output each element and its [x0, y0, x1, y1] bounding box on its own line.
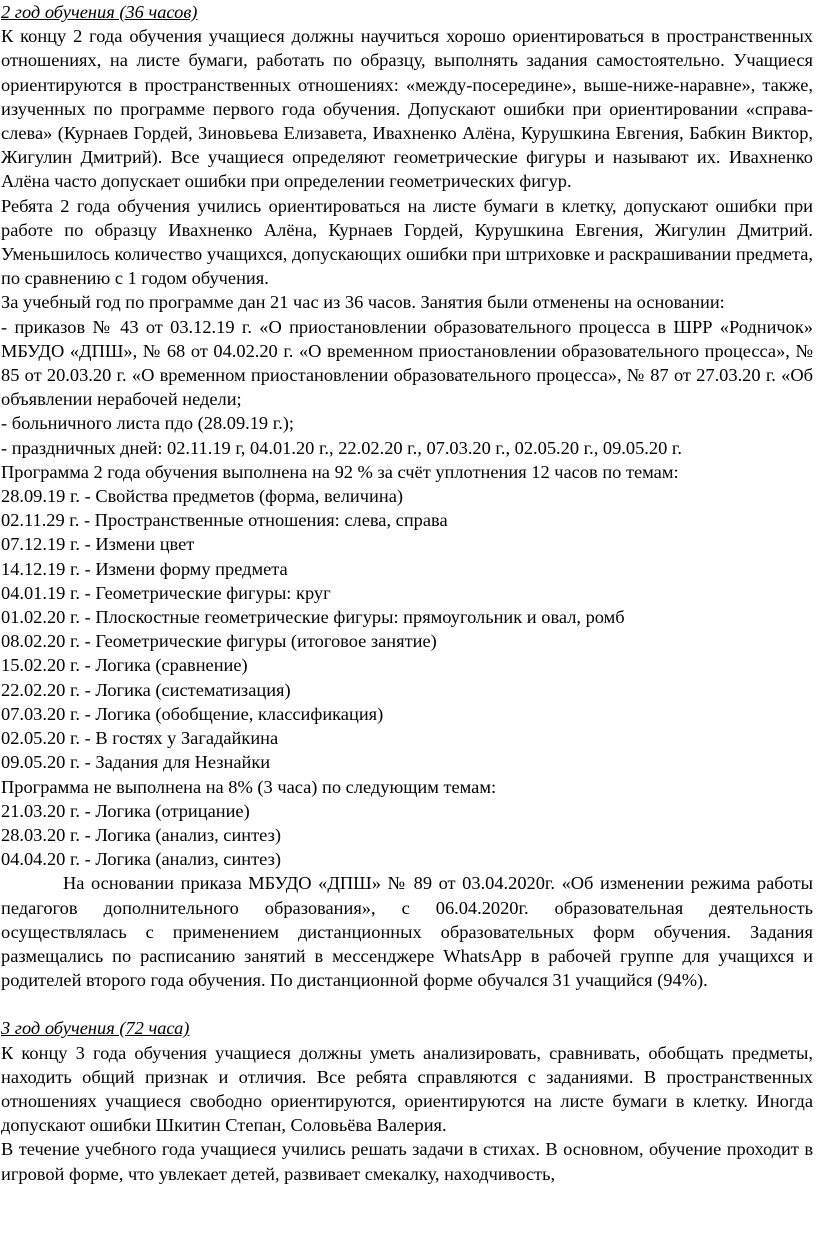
list-item: 22.02.20 г. - Логика (систематизация) — [1, 679, 291, 700]
list-item: 04.01.19 г. - Геометрические фигуры: круг — [1, 582, 331, 603]
section-2-holidays-line: - праздничных дней: 02.11.19 г, 04.01.20 г., 22.02.20 г., 07.03.20 г., 02.05.20 г., 09.05.20 г. — [1, 437, 682, 458]
section-3-paragraph-1: К концу 3 года обучения учащиеся должны уметь анализировать, сравнивать, обобщать предметы, находить общий признак и отличия. Все ребята справляются с заданиями. В пространственных отношениях учащиеся свободно ориентируются, ориентируются на листе бумаги в клетку. Иногда допускают ошибки Шкитин Степан, Соловьёва Валерия. — [1, 1042, 813, 1136]
list-item: 02.11.29 г. - Пространственные отношения: слева, справа — [1, 510, 448, 531]
section-2-undone-intro: Программа не выполнена на 8% (3 часа) по следующим темам: — [1, 776, 497, 797]
section-2-undone-topics-list — [1, 799, 813, 872]
list-item: 07.03.20 г. - Логика (обобщение, классификация) — [1, 703, 384, 724]
section-2-remote-learning-paragraph: На основании приказа МБУДО «ДПШ» № 89 от 03.04.2020г. «Об изменении режима работы педагогов дополнительного образования», с 06.04.2020г. образовательная деятельность осуществлялась с применением дистанционных образовательных форм обучения. Задания размещались по расписанию занятий в мессенджере WhatsApp в рабочей группе для учащихся и родителей второго года обучения. По дистанционной форме обучался 31 учащийся (94%). — [1, 873, 813, 991]
list-item: 15.02.20 г. - Логика (сравнение) — [1, 655, 248, 676]
section-2-done-topics-list — [1, 484, 813, 774]
list-item: 28.09.19 г. - Свойства предметов (форма, величина) — [1, 486, 403, 507]
list-item: 28.03.20 г. - Логика (анализ, синтез) — [1, 824, 281, 845]
section-2-paragraph-1: К концу 2 года обучения учащиеся должны научиться хорошо ориентироваться в пространственных отношениях, на листе бумаги, работать по образцу, выполнять задания самостоятельно. Учащиеся ориентируются в пространственных отношениях: «между-посередине», выше-ниже-наравне», также, изученных по программе первого года обучения. Допускают ошибки при ориентировании «справа-слева» (Курнаев Гордей, Зиновьева Елизавета, Ивахненко Алёна, Курушкина Евгения, Бабкин Виктор, Жигулин Дмитрий). Все учащиеся определяют геометрические фигуры и называют их. Ивахненко Алёна часто допускает ошибки при определении геометрических фигур. — [1, 26, 813, 192]
list-item: 01.02.20 г. - Плоскостные геометрические фигуры: прямоугольник и овал, ромб — [1, 607, 625, 628]
section-2-title: 2 год обучения (36 часов) — [1, 2, 198, 22]
list-item: 02.05.20 г. - В гостях у Загадайкина — [1, 728, 279, 749]
section-2-paragraph-2: Ребята 2 года обучения учились ориентироваться на листе бумаги в клетку, допускают ошибки при работе по образцу Ивахненко Алёна, Курнаев Гордей, Курушкина Евгения, Жигулин Дмитрий. Уменьшилось количество учащихся, допускающих ошибки при штриховке и раскрашивании предмета, по сравнению с 1 годом обучения. — [1, 195, 813, 289]
section-3-title: 3 год обучения (72 часа) — [1, 1018, 190, 1039]
section-3-paragraph-2: В течение учебного года учащиеся учились решать задачи в стихах. В основном, обучение проходит в игровой форме, что увлекает детей, развивает смекалку, находчивость, — [1, 1139, 813, 1184]
section-2-done-intro: Программа 2 года обучения выполнена на 92 % за счёт уплотнения 12 часов по темам: — [1, 461, 679, 482]
list-item: 08.02.20 г. - Геометрические фигуры (итоговое занятие) — [1, 631, 437, 652]
list-item: 21.03.20 г. - Логика (отрицание) — [1, 800, 250, 821]
list-item: 07.12.19 г. - Измени цвет — [1, 534, 195, 555]
list-item: 04.04.20 г. - Логика (анализ, синтез) — [1, 849, 281, 870]
list-item: 14.12.19 г. - Измени форму предмета — [1, 558, 288, 579]
section-spacer — [1, 992, 813, 1016]
section-2-orders-paragraph: - приказов № 43 от 03.12.19 г. «О приостановлении образовательного процесса в ШРР «Родничок» МБУДО «ДПШ», № 68 от 04.02.20 г. «О временном приостановлении образовательного процесса», № 85 от 20.03.20 г. «О временном приостановлении образовательного процесса», № 87 от 27.03.20 г. «Об объявлении нерабочей недели; — [1, 316, 813, 410]
list-item: 09.05.20 г. - Задания для Незнайки — [1, 752, 271, 773]
section-2-sick-leave-line: - больничного листа пдо (28.09.19 г.); — [1, 413, 295, 434]
section-2-paragraph-3: За учебный год по программе дан 21 час из 36 часов. Занятия были отменены на основании: — [1, 292, 725, 313]
